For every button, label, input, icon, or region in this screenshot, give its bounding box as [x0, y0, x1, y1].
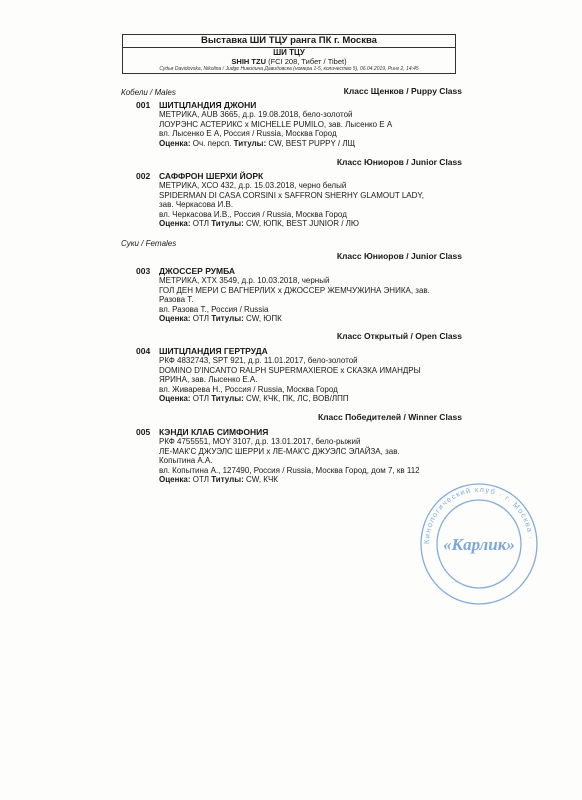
judge-info: Судья Davidovska, Nikolina / Judge Николина Давидовска (номера 1-5, количество 5), 06.04.2019, Ринг 2, 14:45 — [159, 66, 419, 72]
grade-value: ОТЛ — [190, 219, 212, 229]
breed-name-ru: ШИ ТЦУ — [273, 48, 305, 57]
parents-line: ЛЕ-МАК'С ДЖУЭЛС ШЕРРИ x ЛЕ-МАК'С ДЖУЭЛС ЭЛАЙЗА, зав. — [159, 446, 400, 456]
stamp-center-text: «Карлик» — [443, 535, 515, 554]
titles-value: CW, ЮПК — [243, 314, 282, 324]
parents-line: ГОЛ ДЕН МЕРИ С ВАГНЕРЛИХ x ДЖОССЕР ЖЕМЧУЖИНА ЭНИКА, зав. — [159, 285, 430, 295]
grade-label: Оценка: — [159, 314, 191, 324]
entry-003 — [159, 266, 459, 324]
owner-line: вл. Живарева Н., Россия / Russia, Москва Город — [159, 384, 338, 394]
breeder-line: Копытина А.А. — [159, 456, 213, 466]
entry-number: 004 — [136, 346, 151, 356]
grade-value: Оч. персп. — [190, 138, 234, 148]
grade-label: Оценка: — [159, 219, 191, 229]
class-heading-junior: Класс Юниоров / Junior Class — [336, 157, 462, 167]
dog-name: ДЖОССЕР РУМБА — [159, 266, 236, 276]
grade-line — [159, 394, 459, 404]
owner-line: вл. Черкасова И.В., Россия / Russia, Москва Город — [159, 209, 347, 219]
titles-label: Титулы: — [211, 219, 244, 229]
show-title: Выставка ШИ ТЦУ ранга ПК г. Москва — [123, 35, 455, 48]
titles-value: CW, КЧК, ПК, ЛС, BOB/ЛПП — [243, 394, 349, 404]
entry-number: 002 — [136, 171, 151, 181]
breeder-line: зав. Черкасова И.В. — [159, 200, 234, 210]
club-stamp — [418, 480, 540, 608]
entry-number: 003 — [136, 266, 151, 276]
titles-label: Титулы: — [211, 394, 244, 404]
males-heading: Кобели / Males — [121, 88, 176, 97]
owner-line: вл. Разова Т., Россия / Russia — [159, 304, 269, 314]
registration-line: МЕТРИКА, ХТХ 3549, д.р. 10.03.2018, черный — [159, 276, 330, 285]
entry-number: 005 — [136, 427, 151, 437]
titles-value: CW, КЧК — [243, 475, 278, 485]
grade-line — [159, 139, 459, 149]
grade-line — [159, 475, 459, 485]
dog-name: САФФРОН ШЕРХИ ЙОРК — [159, 171, 264, 181]
dog-name: КЭНДИ КЛАБ СИМФОНИЯ — [159, 427, 269, 437]
entry-001 — [159, 100, 459, 148]
breed-name-en: SHIH TZU — [231, 57, 266, 66]
class-heading-open: Класс Открытый / Open Class — [336, 331, 462, 341]
titles-label: Титулы: — [211, 314, 244, 324]
titles-label: Титулы: — [233, 138, 267, 148]
parents-line: SPIDERMAN DI CASA CORSINI x SAFFRON SHERHY GLAMOUT LADY, — [159, 190, 424, 200]
registration-line: РКФ 4755551, MOY 3107, д.р. 13.01.2017, бело-рыжий — [159, 437, 361, 446]
grade-line — [159, 219, 459, 229]
grade-label: Оценка: — [159, 394, 191, 404]
grade-label: Оценка: — [159, 138, 191, 148]
stamp-ring-textpath: Кинологический клуб · г. Москва · — [421, 484, 536, 545]
class-heading-puppy: Класс Щенков / Puppy Class — [343, 86, 462, 96]
parents-line: DOMINO D'INCANTO RALPH SUPERMAXIEROE x СКАЗКА ИМАНДРЫ — [159, 365, 421, 375]
registration-line: МЕТРИКА, ХСО 432, д.р. 15.03.2018, черно белый — [159, 181, 347, 190]
grade-value: ОТЛ — [190, 475, 212, 485]
catalog-header — [122, 34, 456, 74]
titles-value: CW, BEST PUPPY / ЛЩ — [266, 138, 356, 148]
females-heading: Суки / Females — [121, 239, 177, 248]
entry-004 — [159, 346, 459, 404]
breeder-line: ЯРИНА, зав. Лысенко Е.А. — [159, 375, 258, 385]
owner-line: вл. Копытина А., 127490, Россия / Russia, Москва Город, дом 7, кв 112 — [159, 465, 420, 475]
owner-line: вл. Лысенко Е А, Россия / Russia, Москва Город — [159, 129, 337, 139]
class-heading-winner: Класс Победителей / Winner Class — [317, 412, 462, 422]
titles-label: Титулы: — [211, 475, 244, 485]
dog-name: ШИТЦЛАНДИЯ ГЕРТРУДА — [159, 346, 268, 356]
titles-value: CW, ЮПК, BEST JUNIOR / ЛЮ — [243, 219, 359, 229]
registration-line: МЕТРИКА, AUB 3665, д.р. 19.08.2018, бело-золотой — [159, 110, 353, 119]
dog-name: ШИТЦЛАНДИЯ ДЖОНИ — [159, 100, 257, 110]
registration-line: РКФ 4832743, SPT 921, д.р. 11.01.2017, бело-золотой — [159, 356, 358, 365]
grade-label: Оценка: — [159, 475, 191, 485]
grade-value: ОТЛ — [190, 394, 212, 404]
entry-002 — [159, 171, 459, 229]
grade-value: ОТЛ — [190, 314, 212, 324]
parents-line: ЛОУРЭНС АСТЕРИКС x MICHELLE PUMILO, зав. Лысенко Е А — [159, 119, 393, 129]
grade-line — [159, 314, 459, 324]
entry-number: 001 — [136, 100, 151, 110]
breed-fci: (FCI 208, Тибет / Tibet) — [266, 57, 347, 66]
entry-005 — [159, 427, 459, 485]
breeder-line: Разова Т. — [159, 295, 194, 305]
class-heading-junior: Класс Юниоров / Junior Class — [336, 251, 462, 261]
